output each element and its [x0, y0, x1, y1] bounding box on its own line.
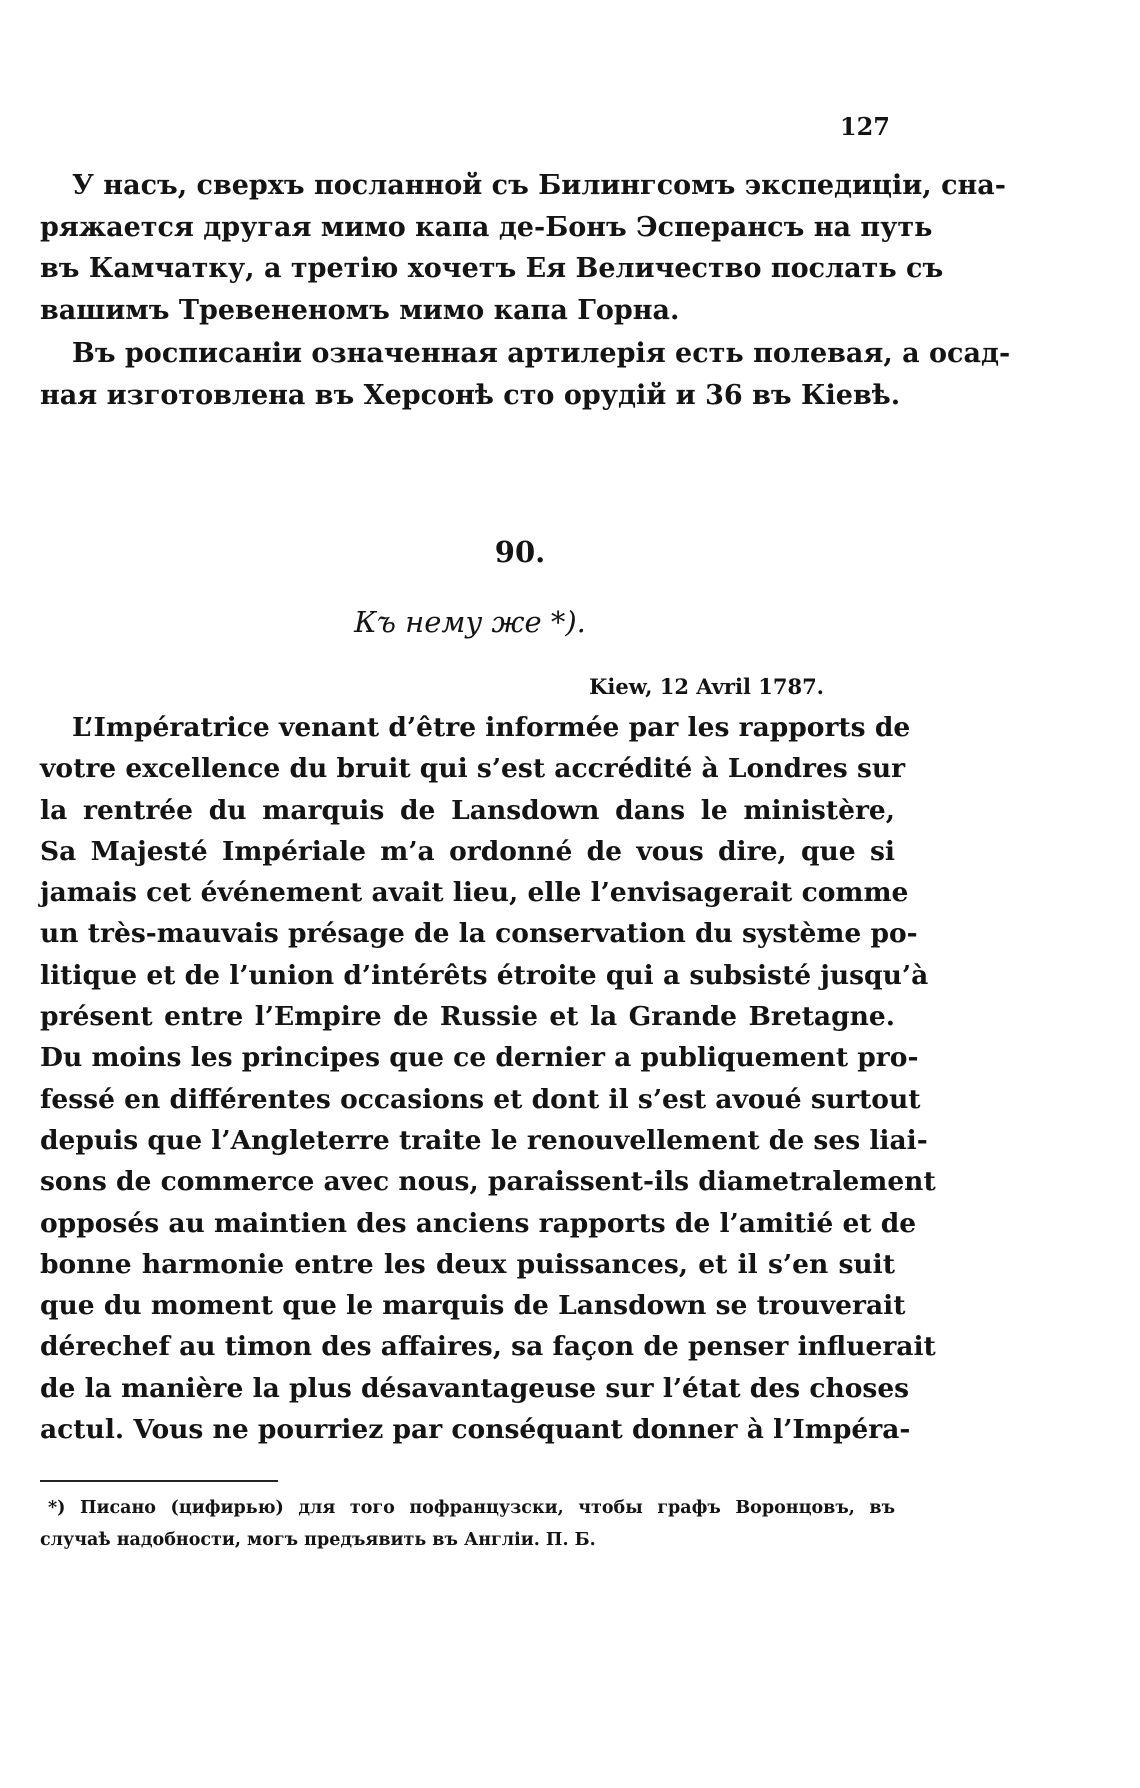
text-line: ряжается другая мимо капа де-Бонъ Эсперансъ на путь	[40, 211, 933, 243]
page-number: 127	[839, 112, 890, 141]
text-line: въ Камчатку, а третію хочетъ Ея Величество послать съ	[40, 253, 944, 284]
text-line: Въ росписаніи означенная артилерія есть полевая, а осад-	[72, 338, 1011, 369]
letter-addressee: Къ нему же *).	[354, 605, 586, 639]
footnote-line: *) Писано (цифирью) для того пофранцузски, чтобы графъ Воронцовъ, въ	[48, 1498, 895, 1518]
text-line: вашимъ Тревененомъ мимо капа Горна.	[40, 294, 680, 326]
text-line: la rentrée du marquis de Lansdown dans le ministère,	[40, 794, 895, 826]
text-line: ная изготовлена въ Херсонѣ сто орудій и 36 въ Кіевѣ.	[40, 379, 901, 411]
text-line: fessé en différentes occasions et dont il s’est avoué surtout	[40, 1083, 921, 1115]
text-line: sons de commerce avec nous, paraissent-ils diametralement	[40, 1166, 936, 1198]
letter-body	[40, 707, 936, 1450]
footnote-divider	[40, 1480, 278, 1482]
text-line: opposés au maintien des anciens rapports de l’amitié et de	[40, 1207, 917, 1239]
text-line: litique et de l’union d’intérêts étroite qui a subsisté jusqu’à	[40, 959, 929, 991]
letter-number: 90.	[494, 535, 546, 569]
text-line: un très-mauvais présage de la conservation du système po-	[40, 918, 918, 950]
text-line: actul. Vous ne pourriez par conséquant donner à l’Impéra-	[40, 1414, 911, 1446]
text-line: У насъ, сверхъ посланной съ Билингсомъ экспедиціи, сна-	[72, 170, 1006, 201]
text-line: bonne harmonie entre les deux puissances, et il s’en suit	[40, 1248, 895, 1280]
russian-paragraph-2	[40, 333, 1011, 416]
text-line: depuis que l’Angleterre traite le renouvellement de ses liai-	[40, 1124, 928, 1156]
footnote	[40, 1492, 895, 1556]
text-line: votre excellence du bruit qui s’est accrédité à Londres sur	[40, 753, 906, 785]
text-line: dérechef au timon des affaires, sa façon de penser influerait	[40, 1331, 936, 1363]
text-line: de la manière la plus désavantageuse sur l’état des choses	[40, 1372, 910, 1404]
text-line: jamais cet événement avait lieu, elle l’envisagerait comme	[40, 877, 909, 909]
text-line: que du moment que le marquis de Lansdown se trouverait	[40, 1290, 906, 1322]
text-line: présent entre l’Empire de Russie et la Grande Bretagne.	[40, 1001, 895, 1033]
footnote-line: случаѣ надобности, могъ предъявить въ Англіи. П. Б.	[40, 1530, 596, 1550]
russian-continuation-text	[40, 165, 1011, 416]
text-line: Du moins les principes que ce dernier a publiquement pro-	[40, 1042, 919, 1074]
russian-paragraph-1	[40, 165, 1006, 331]
letter-dateline: Kiew, 12 Avril 1787.	[589, 674, 824, 699]
text-line: L’Impératrice venant d’être informée par les rapports de	[72, 712, 911, 743]
text-line: Sa Majesté Impériale m’a ordonné de vous dire, que si	[40, 835, 895, 867]
